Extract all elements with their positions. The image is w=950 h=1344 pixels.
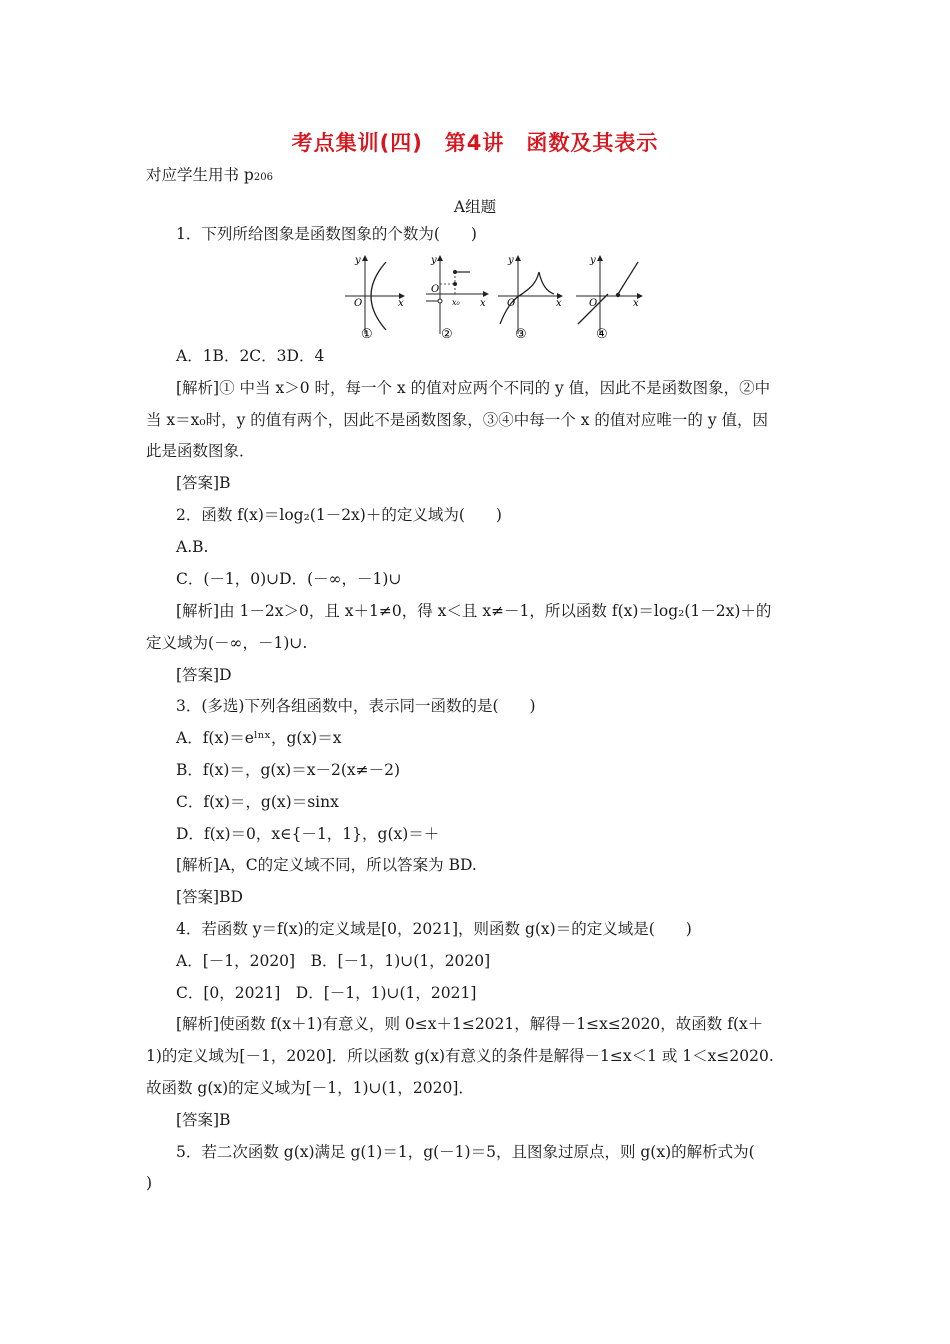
graph-1-x-label: x: [398, 298, 404, 309]
q3-stem: 3．(多选)下列各组函数中，表示同一函数的是( ): [176, 697, 536, 715]
q4-options-cd: C．[0，2021] D．[－1，1)∪(1，2021]: [176, 984, 477, 1002]
graph-3-origin-label: O: [507, 298, 516, 309]
q4-options-ab: A．[－1，2020] B．[－1，1)∪(1，2020]: [176, 952, 491, 970]
q1-analysis-line-1: [解析]① 中当 x＞0 时，每一个 x 的值对应两个不同的 y 值，因此不是函数图象，②中: [176, 379, 771, 397]
q3-analysis: [解析]A，C的定义域不同，所以答案为 BD.: [176, 856, 477, 874]
q2-options-cd: C．(－1，0)∪D．(－∞，－1)∪: [176, 570, 402, 588]
graph-4: [576, 255, 642, 342]
graph-2: [426, 255, 488, 342]
group-heading: A组题: [453, 198, 497, 216]
q2-stem: 2．函数 f(x)＝log₂(1－2x)＋的定义域为( ): [176, 506, 502, 524]
graph-3-x-label: x: [556, 298, 562, 309]
graph-3-label: ③: [515, 327, 527, 342]
graph-2-x0-label: x₀: [452, 298, 460, 307]
graph-4-label: ④: [596, 327, 608, 342]
graph-4-y-label: y: [590, 255, 596, 266]
graph-3: [498, 255, 562, 342]
q4-answer: [答案]B: [176, 1111, 231, 1129]
q4-stem: 4．若函数 y＝f(x)的定义域是[0，2021]，则函数 g(x)＝的定义域是( ): [176, 920, 692, 938]
q2-analysis-line-1: [解析]由 1－2x＞0，且 x＋1≠0，得 x＜且 x≠－1，所以函数 f(x)＝log₂(1－2x)＋的: [176, 602, 772, 620]
q1-graphs: [330, 248, 650, 344]
q3-option-b: B．f(x)＝，g(x)＝x－2(x≠－2): [176, 761, 401, 779]
q3-option-d: D．f(x)＝0，x∈{－1，1}，g(x)＝＋: [176, 825, 440, 843]
q3-answer: [答案]BD: [176, 888, 243, 906]
page-title: 考点集训(四) 第4讲 函数及其表示: [291, 131, 659, 155]
q1-options: A．1B．2C．3D．4: [176, 347, 325, 365]
q2-answer: [答案]D: [176, 666, 232, 684]
q5-stem-line-1: 5．若二次函数 g(x)满足 g(1)＝1，g(－1)＝5，且图象过原点，则 g(x)的解析式为(: [176, 1143, 755, 1161]
q1-analysis-line-3: 此是函数图象．: [146, 442, 255, 460]
graph-4-x-label: x: [633, 298, 639, 309]
graph-2-origin-label: O: [431, 284, 440, 295]
graph-3-y-label: y: [508, 255, 514, 266]
textbook-reference: [146, 164, 273, 189]
q3-option-a: A．f(x)＝eˡⁿˣ，g(x)＝x: [176, 729, 342, 747]
graph-1-origin-label: O: [354, 298, 363, 309]
q2-options-ab: A.B.: [176, 538, 209, 556]
q5-stem-line-2: ): [146, 1174, 153, 1192]
graph-1-y-label: y: [355, 255, 361, 266]
q1-analysis-line-2: 当 x＝x₀时，y 的值有两个，因此不是函数图象，③④中每一个 x 的值对应唯一的 y 值，因: [146, 411, 769, 429]
q1-answer: [答案]B: [176, 474, 231, 492]
q4-analysis-line-2: 1)的定义域为[－1，2020]．所以函数 g(x)有意义的条件是解得－1≤x＜1 或 1＜x≤2020.: [146, 1047, 774, 1065]
q1-stem: 1．下列所给图象是函数图象的个数为( ): [176, 225, 477, 243]
q4-analysis-line-3: 故函数 g(x)的定义域为[－1，1)∪(1，2020]．: [146, 1079, 474, 1097]
q4-analysis-line-1: [解析]使函数 f(x＋1)有意义，则 0≤x＋1≤2021，解得－1≤x≤2020，故函数 f(x＋: [176, 1015, 764, 1033]
graph-2-y-label: y: [431, 255, 437, 266]
graph-1: [345, 255, 404, 342]
graph-4-origin-label: O: [589, 298, 598, 309]
reference-text: 对应学生用书 p: [146, 166, 254, 184]
graph-1-label: ①: [361, 327, 373, 342]
graph-2-x-label: x: [480, 298, 486, 309]
q3-option-c: C．f(x)＝，g(x)＝sinx: [176, 793, 339, 811]
q2-analysis-line-2: 定义域为(－∞，－1)∪.: [146, 634, 308, 652]
reference-page: 206: [253, 172, 273, 183]
graph-2-label: ②: [441, 327, 453, 342]
